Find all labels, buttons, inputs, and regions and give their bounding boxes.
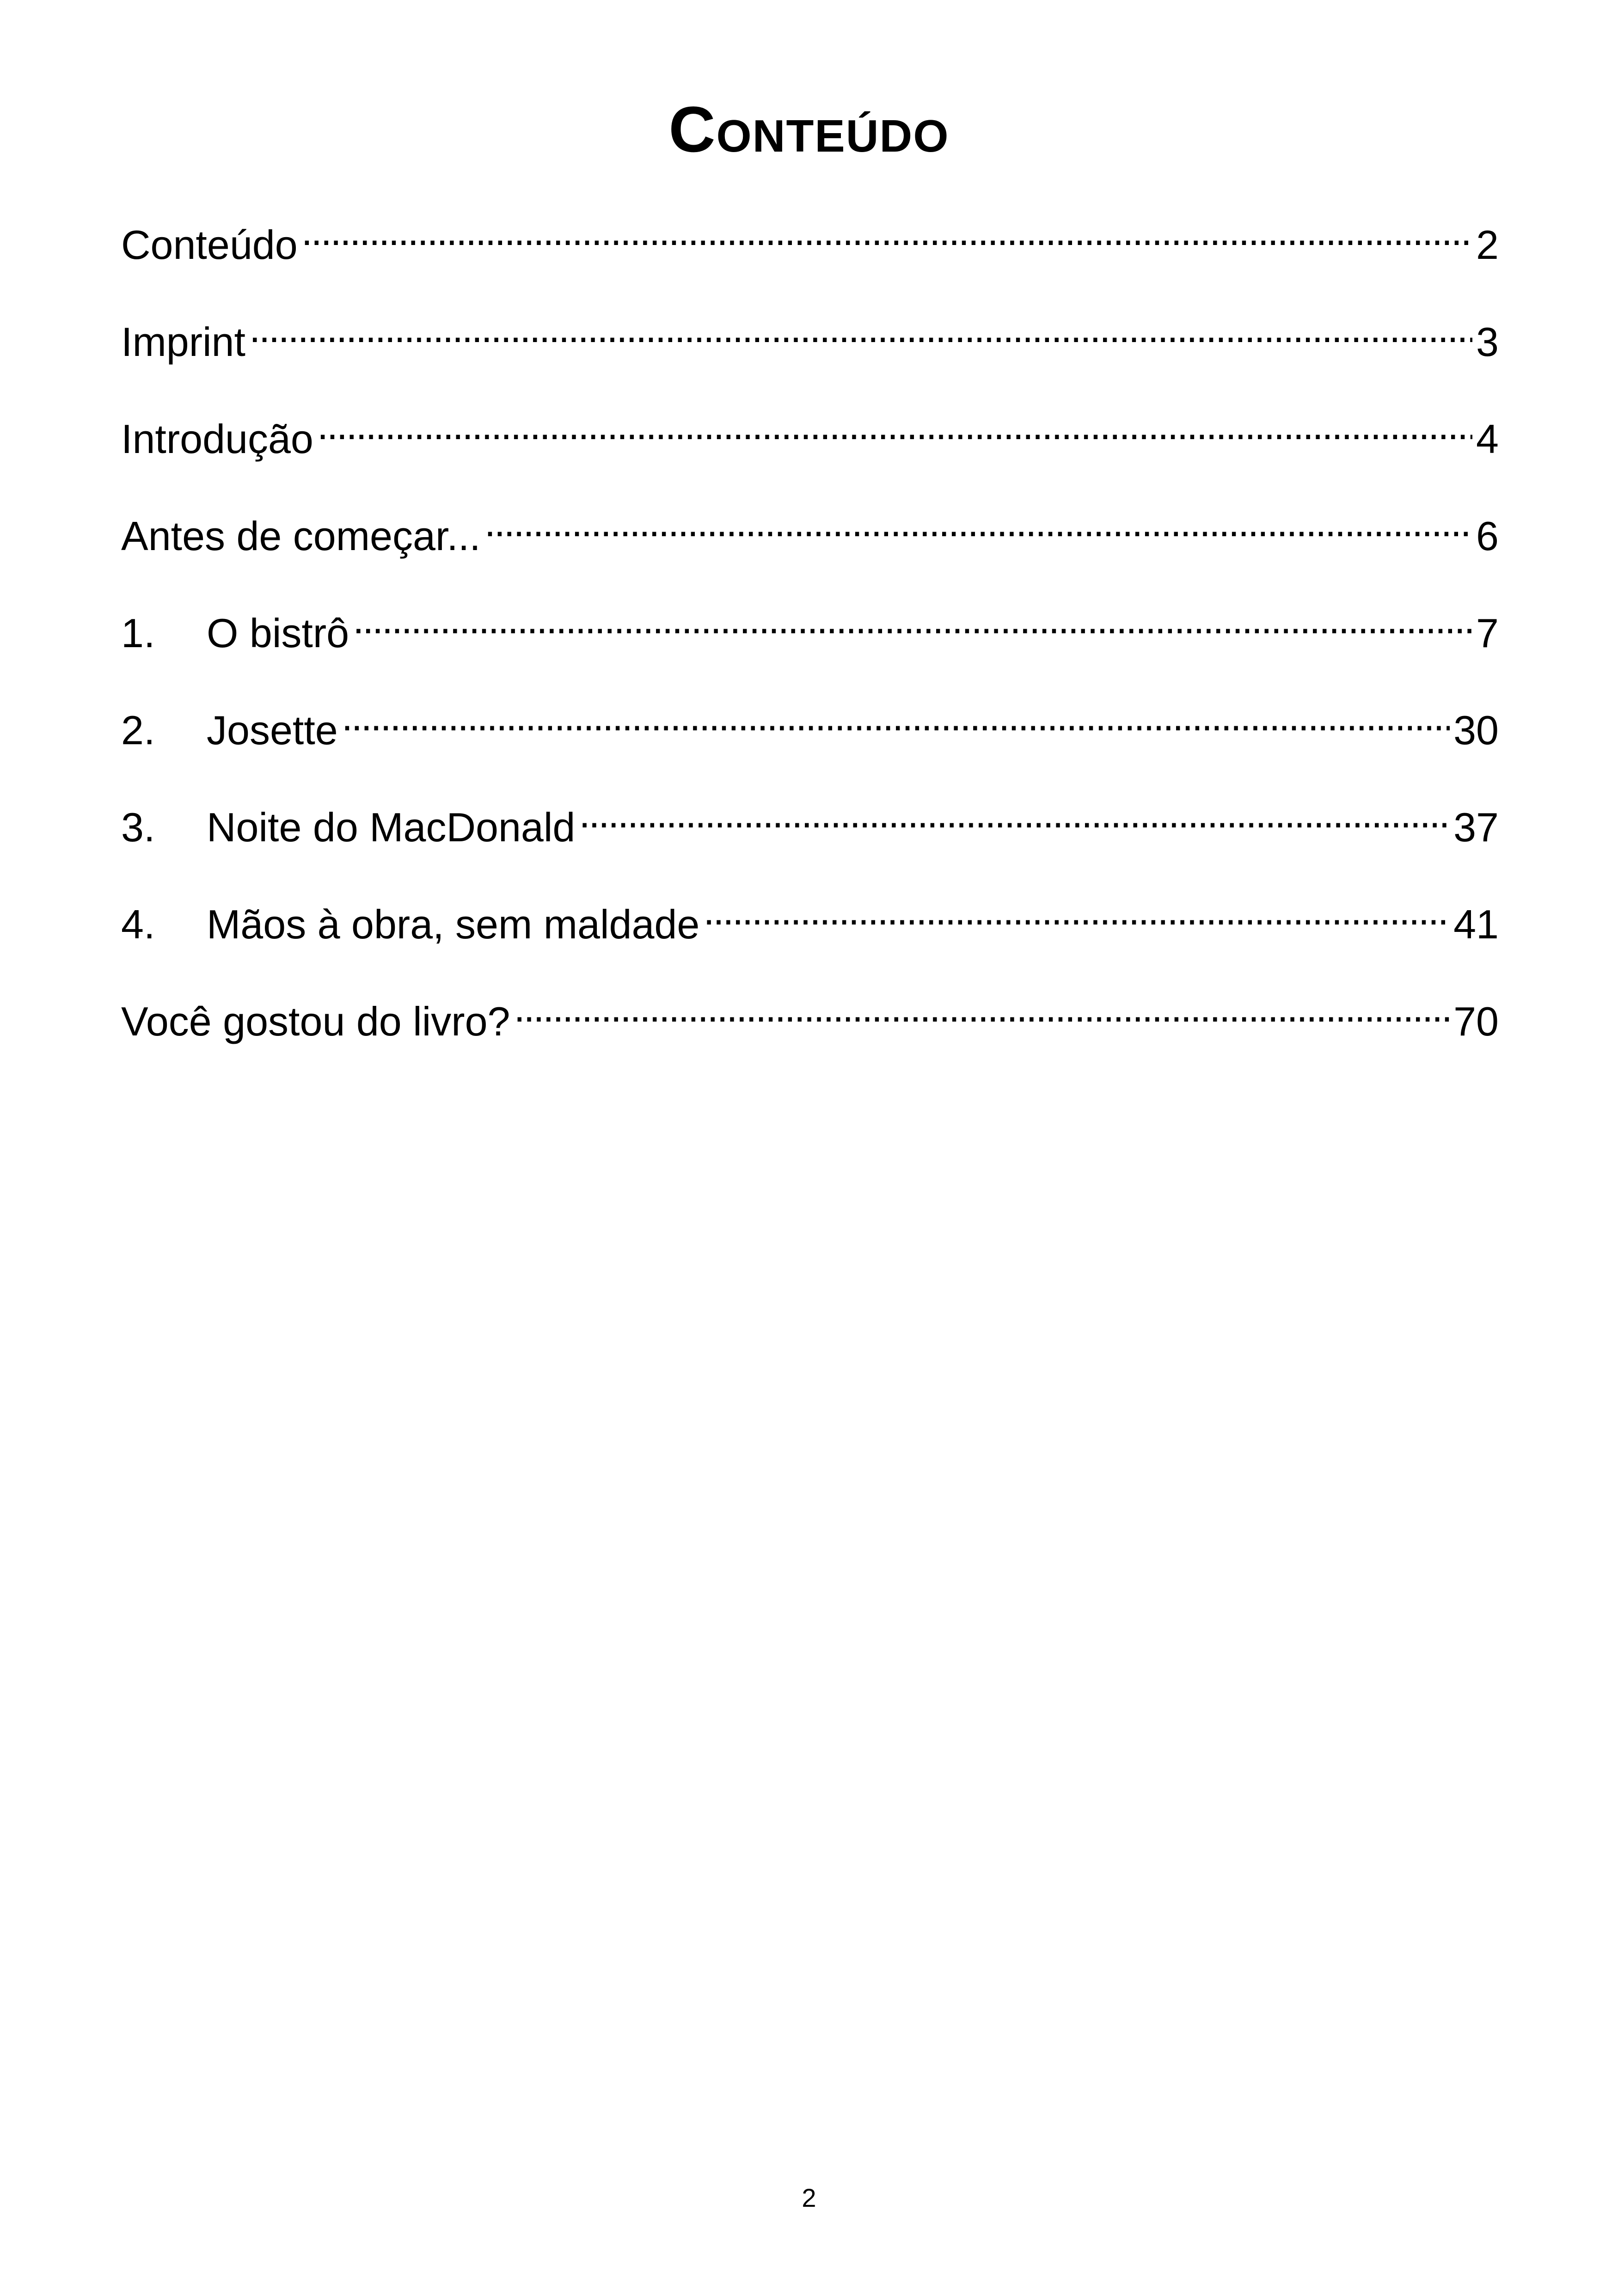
toc-entry[interactable] xyxy=(121,971,1499,1068)
toc-entry-label: Mãos à obra, sem maldade xyxy=(207,901,700,947)
toc-entry[interactable] xyxy=(121,582,1499,680)
toc-entry-label: Você gostou do livro? xyxy=(121,998,510,1044)
toc-entry-page: 30 xyxy=(1453,707,1499,753)
toc-entry[interactable] xyxy=(121,680,1499,777)
toc-dot-leader xyxy=(579,786,1450,841)
toc-entry-number: 2. xyxy=(121,707,155,753)
toc-entry-page: 2 xyxy=(1476,222,1499,268)
toc-entry[interactable] xyxy=(121,777,1499,874)
toc-entry-page: 70 xyxy=(1453,998,1499,1044)
toc-entry-label: Noite do MacDonald xyxy=(207,804,576,850)
toc-entry[interactable] xyxy=(121,388,1499,485)
toc-dot-leader xyxy=(484,495,1472,550)
toc-entry-label: Antes de começar... xyxy=(121,513,481,559)
toc-entry-label: Imprint xyxy=(121,319,245,365)
toc-dot-leader xyxy=(249,300,1472,356)
toc-entry-label: Conteúdo xyxy=(121,222,298,268)
toc-entry-number: 4. xyxy=(121,901,155,947)
toc-entry-page: 7 xyxy=(1476,610,1499,656)
toc-dot-leader xyxy=(514,980,1450,1035)
toc-entry[interactable] xyxy=(121,874,1499,971)
toc-entry[interactable] xyxy=(121,194,1499,291)
toc-entry-page: 41 xyxy=(1453,901,1499,947)
toc-entry-page: 3 xyxy=(1476,319,1499,365)
toc-entry-page: 6 xyxy=(1476,513,1499,559)
toc-entry-label: Josette xyxy=(207,707,338,753)
page-number: 2 xyxy=(802,2183,816,2212)
toc-dot-leader xyxy=(342,689,1450,744)
toc-entry-label: Introdução xyxy=(121,416,313,462)
toc-dot-leader xyxy=(703,883,1450,938)
toc-entry-number: 1. xyxy=(121,610,155,656)
toc-dot-leader xyxy=(301,203,1472,259)
toc-list xyxy=(121,194,1499,1068)
toc-title: Conteúdo xyxy=(668,93,950,165)
toc-entry-page: 4 xyxy=(1476,416,1499,462)
toc-entry-number: 3. xyxy=(121,804,155,850)
toc-entry-label: O bistrô xyxy=(207,610,349,656)
toc-dot-leader xyxy=(317,398,1472,453)
toc-entry-page: 37 xyxy=(1453,804,1499,850)
toc-entry[interactable] xyxy=(121,291,1499,388)
toc-dot-leader xyxy=(353,592,1472,647)
toc-entry[interactable] xyxy=(121,485,1499,582)
